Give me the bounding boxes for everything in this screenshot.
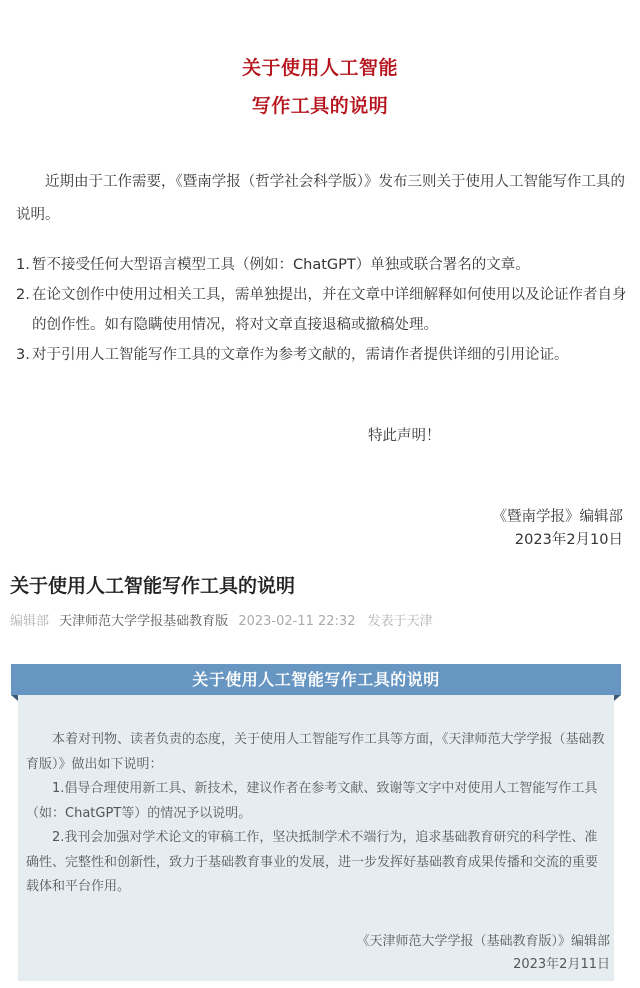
item-number: 3. (16, 347, 30, 363)
notice-item-list (16, 250, 628, 370)
notice-intro: 近期由于工作需要，《暨南学报（哲学社会科学版）》发布三则关于使用人工智能写作工具的说明。 (16, 174, 625, 223)
item-number: 2. (16, 287, 30, 303)
meta-location: 发表于天津 (367, 614, 433, 629)
signature-date: 2023年2月10日 (514, 532, 623, 548)
band-fold-left-decoration (11, 695, 18, 701)
declaration: 特此声明！ (368, 428, 441, 444)
notice-item (16, 280, 628, 340)
article-title: 关于使用人工智能写作工具的说明 (10, 575, 296, 597)
panel-intro: 本着对刊物、读者负责的态度，关于使用人工智能写作工具等方面，《天津师范大学学报（基础教育版）》做出如下说明： (26, 732, 605, 772)
article-meta (10, 610, 433, 629)
notice-title-line2: 写作工具的说明 (251, 95, 389, 117)
item-text: 暂不接受任何大型语言模型工具（例如：ChatGPT）单独或联合署名的文章。 (32, 257, 530, 273)
band-fold-right-decoration (614, 695, 621, 701)
meta-role: 编辑部 (10, 614, 50, 629)
item-text: 在论文创作中使用过相关工具，需单独提出，并在文章中详细解释如何使用以及论证作者自身的创作性。如有隐瞒使用情况，将对文章直接退稿或撤稿处理。 (32, 287, 627, 333)
item-number: 1. (16, 257, 30, 273)
notice-item (16, 250, 628, 280)
panel-signature-date: 2023年2月11日 (513, 957, 610, 972)
meta-author-link[interactable]: 天津师范大学学报基础教育版 (59, 614, 229, 629)
panel-header-title: 关于使用人工智能写作工具的说明 (192, 670, 440, 689)
notice-title-line1: 关于使用人工智能 (241, 57, 398, 79)
panel-item-1: 1.倡导合理使用新工具、新技术，建议作者在参考文献、致谢等文字中对使用人工智能写作工具（如：ChatGPT等）的情况予以说明。 (26, 781, 598, 821)
item-text: 对于引用人工智能写作工具的文章作为参考文献的，需请作者提供详细的引用论证。 (32, 347, 569, 363)
meta-timestamp: 2023-02-11 22:32 (238, 614, 356, 629)
signature-org: 《暨南学报》编辑部 (492, 509, 623, 525)
panel-signature-org: 《天津师范大学学报（基础教育版）》编辑部 (356, 934, 610, 949)
panel-item-2: 2.我刊会加强对学术论文的审稿工作，坚决抵制学术不端行为，追求基础教育研究的科学性、准确性、完整性和创新性，致力于基础教育事业的发展，进一步发挥好基础教育成果传播和交流的重要载体和平台作用。 (26, 830, 599, 894)
notice-item (16, 340, 628, 370)
